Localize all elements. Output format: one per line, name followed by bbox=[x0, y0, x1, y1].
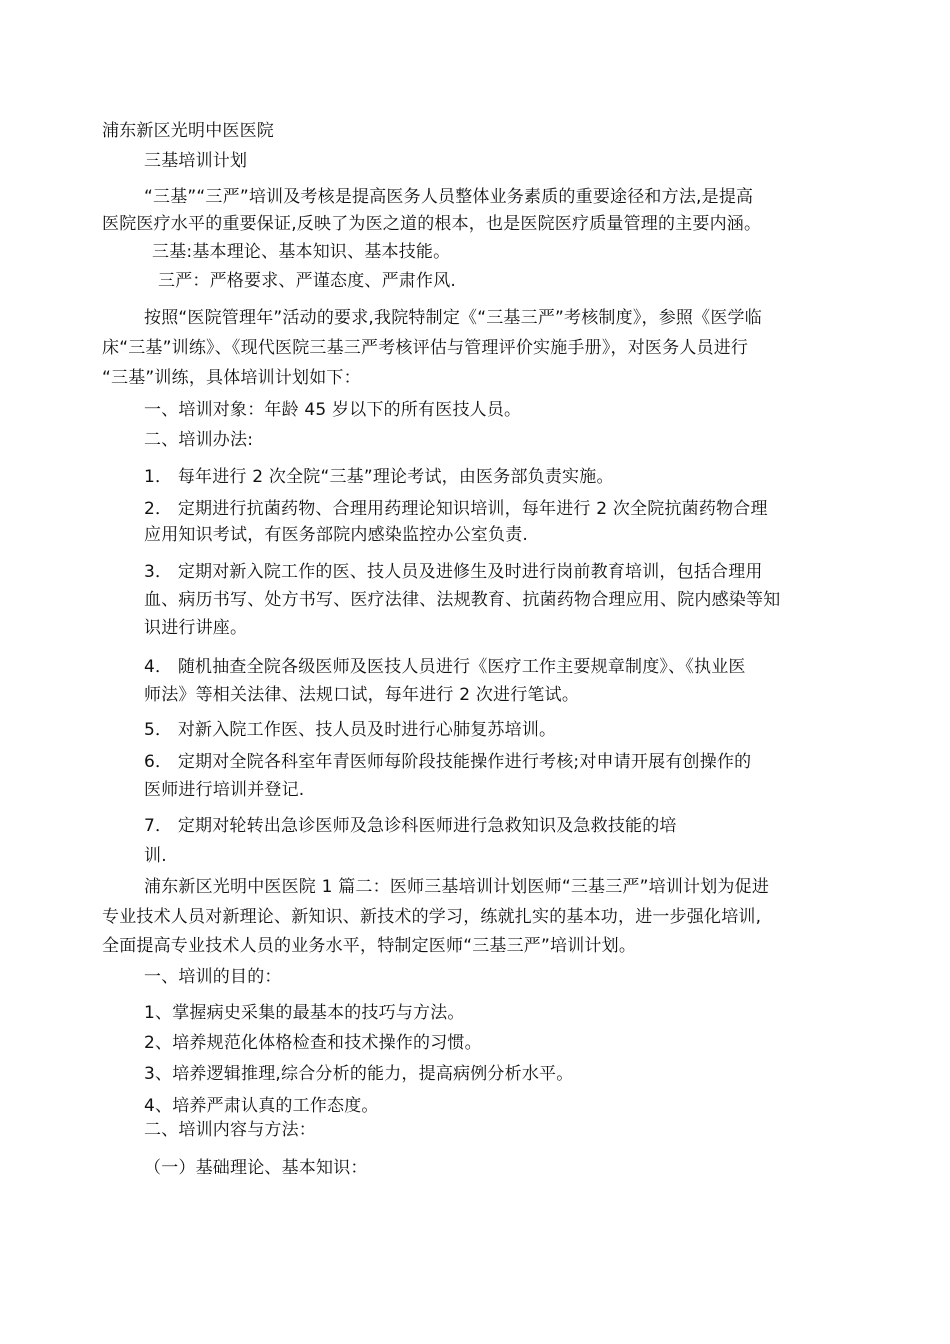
methods-heading: 二、培训办法: bbox=[144, 430, 254, 450]
content-heading: 二、培训内容与方法： bbox=[144, 1120, 316, 1140]
basis-line-2: 床“三基”训练》、《现代医院三基三严考核评估与管理评价实施手册》，对医务人员进行 bbox=[102, 338, 749, 358]
method-3-line-3: 识进行讲座。 bbox=[144, 618, 248, 638]
doc-title: 三基培训计划 bbox=[144, 151, 248, 171]
method-4-line-2: 师法》等相关法律、法规口试，每年进行 2 次进行笔试。 bbox=[144, 685, 580, 705]
method-2-line-1: 2． 定期进行抗菌药物、合理用药理论知识培训，每年进行 2 次全院抗菌药物合理 bbox=[144, 499, 768, 519]
method-6-line-2: 医师进行培训并登记. bbox=[144, 780, 305, 800]
training-target: 一、培训对象：年龄 45 岁以下的所有医技人员。 bbox=[144, 400, 522, 420]
sanji-definition: 三基:基本理论、基本知识、基本技能。 bbox=[152, 242, 451, 262]
part2-intro-line-3: 全面提高专业技术人员的业务水平，特制定医师“三基三严”培训计划。 bbox=[102, 936, 637, 956]
method-6-line-1: 6． 定期对全院各科室年青医师每阶段技能操作进行考核;对申请开展有创操作的 bbox=[144, 752, 752, 772]
basis-line-3: “三基”训练，具体培训计划如下： bbox=[102, 368, 361, 388]
subsection-1: （一）基础理论、基本知识： bbox=[144, 1158, 368, 1178]
purpose-1: 1、掌握病史采集的最基本的技巧与方法。 bbox=[144, 1003, 465, 1023]
sanyan-definition: 三严：严格要求、严谨态度、严肃作风. bbox=[158, 271, 457, 291]
method-7-line-1: 7． 定期对轮转出急诊医师及急诊科医师进行急救知识及急救技能的培 bbox=[144, 816, 677, 836]
method-4-line-1: 4． 随机抽查全院各级医师及医技人员进行《医疗工作主要规章制度》、《执业医 bbox=[144, 657, 746, 677]
purpose-3: 3、培养逻辑推理,综合分析的能力，提高病例分析水平。 bbox=[144, 1064, 574, 1084]
method-2-line-2: 应用知识考试，有医务部院内感染监控办公室负责. bbox=[144, 525, 529, 545]
intro-line-2: 医院医疗水平的重要保证,反映了为医之道的根本，也是医院医疗质量管理的主要内涵。 bbox=[102, 214, 762, 234]
basis-line-1: 按照“医院管理年”活动的要求,我院特制定《“三基三严”考核制度》，参照《医学临 bbox=[144, 308, 762, 328]
method-1: 1． 每年进行 2 次全院“三基”理论考试，由医务部负责实施。 bbox=[144, 467, 614, 487]
part2-intro-line-1: 浦东新区光明中医医院 1 篇二：医师三基培训计划医师“三基三严”培训计划为促进 bbox=[144, 877, 770, 897]
method-3-line-2: 血、病历书写、处方书写、医疗法律、法规教育、抗菌药物合理应用、院内感染等知 bbox=[144, 590, 781, 610]
hospital-name: 浦东新区光明中医医院 bbox=[102, 121, 274, 141]
method-5: 5． 对新入院工作医、技人员及时进行心肺复苏培训。 bbox=[144, 720, 557, 740]
purpose-4: 4、培养严肃认真的工作态度。 bbox=[144, 1096, 379, 1116]
part2-intro-line-2: 专业技术人员对新理论、新知识、新技术的学习，练就扎实的基本功，进一步强化培训, bbox=[102, 907, 762, 927]
method-7-line-2: 训. bbox=[144, 846, 167, 866]
purpose-heading: 一、培训的目的： bbox=[144, 967, 282, 987]
method-3-line-1: 3． 定期对新入院工作的医、技人员及进修生及时进行岗前教育培训，包括合理用 bbox=[144, 562, 763, 582]
purpose-2: 2、培养规范化体格检查和技术操作的习惯。 bbox=[144, 1033, 482, 1053]
intro-line-1: “三基”“三严”培训及考核是提高医务人员整体业务素质的重要途径和方法,是提高 bbox=[144, 187, 754, 207]
